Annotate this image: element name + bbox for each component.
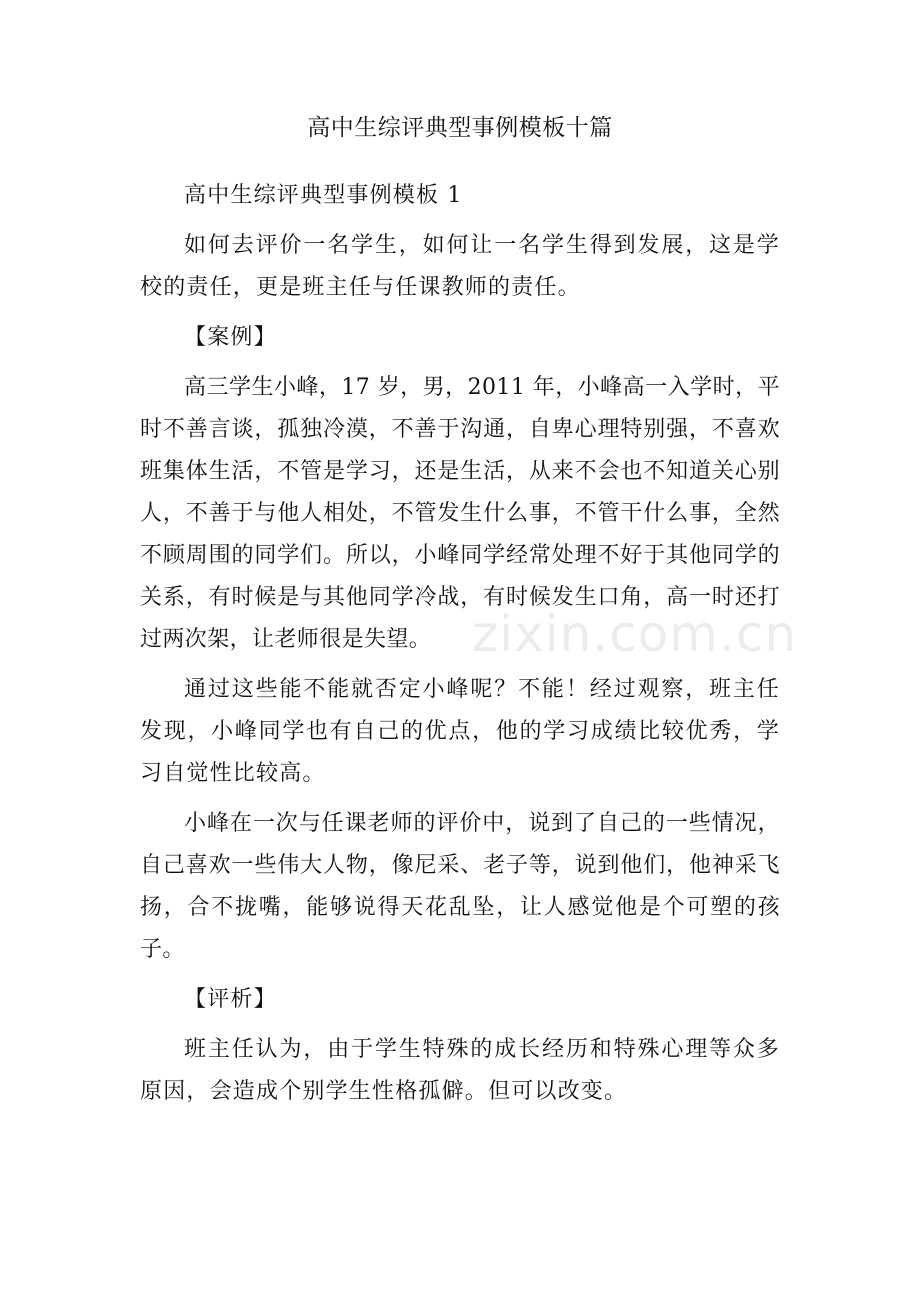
analysis-paragraph: 班主任认为，由于学生特殊的成长经历和特殊心理等众多原因，会造成个别学生性格孤僻。但可以改变。	[140, 1037, 780, 1104]
intro-paragraph: 如何去评价一名学生，如何让一名学生得到发展，这是学校的责任，更是班主任与任课教师的责任。	[140, 233, 780, 300]
section-heading: 高中生综评典型事例模板 1	[184, 183, 463, 208]
case-paragraph-3: 小峰在一次与任课老师的评价中，说到了自己的一些情况，自己喜欢一些伟大人物，像尼采、老子等，说到他们，他神采飞扬，合不拢嘴，能够说得天花乱坠，让人感觉他是个可塑的孩子。	[140, 811, 780, 962]
case-paragraph-2: 通过这些能不能就否定小峰呢？不能！经过观察，班主任发现，小峰同学也有自己的优点，他的学习成绩比较优秀，学习自觉性比较高。	[140, 677, 780, 786]
document-title: 高中生综评典型事例模板十篇	[307, 115, 613, 141]
case-label: 【案例】	[184, 325, 277, 350]
case-paragraph-1: 高三学生小峰，17 岁，男，2011 年，小峰高一入学时，平时不善言谈，孤独冷漠，不善于沟通，自卑心理特别强，不喜欢班集体生活，不管是学习，还是生活，从来不会也不知道关心别人，不善于与他人相处，不管发生什么事，不管干什么事，全然不顾周围的同学们。所以，小峰同学经常处理不好于其他同学的关系，有时候是与其他同学冷战，有时候发生口角，高一时还打过两次架，让老师很是失望。	[140, 375, 780, 652]
document-body	[140, 175, 780, 1121]
analysis-label: 【评析】	[184, 987, 277, 1012]
watermark-text: zixin.com.cn	[472, 605, 798, 663]
